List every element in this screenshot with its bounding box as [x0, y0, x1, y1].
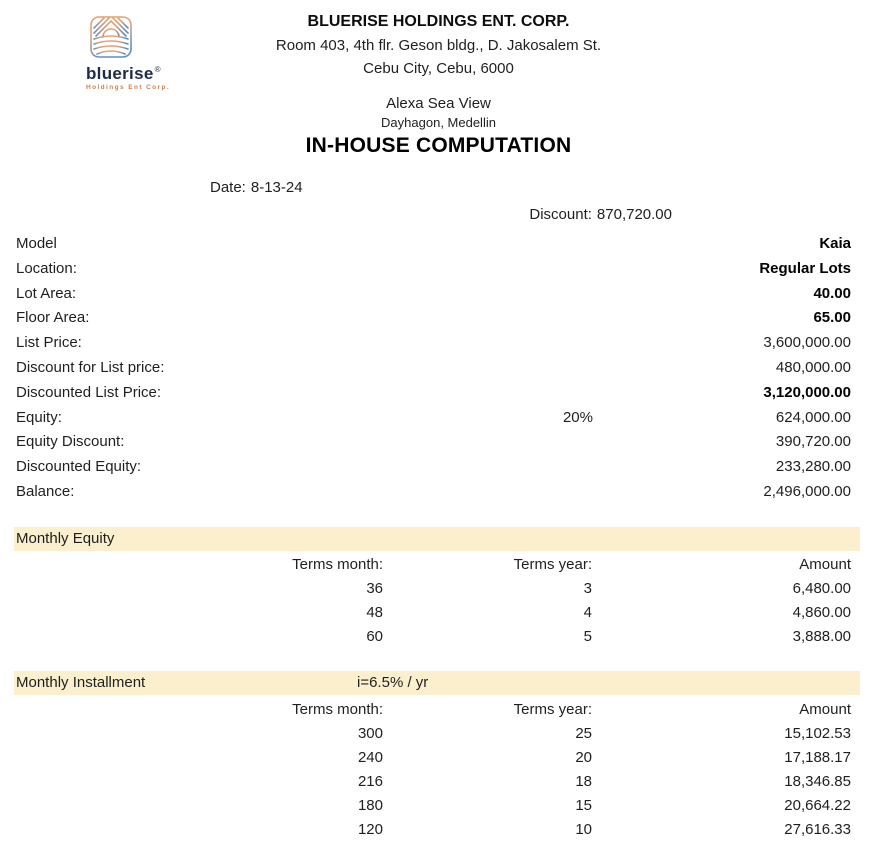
detail-row-floor-area: [0, 306, 877, 331]
table-row: [0, 601, 877, 625]
detail-row-model: [0, 232, 877, 257]
date-line: [210, 177, 303, 199]
terms-month-cell: 48: [366, 604, 383, 621]
monthly-installment-table: [0, 698, 877, 842]
project-header: [0, 95, 877, 158]
detail-label: Discount for List price:: [16, 358, 165, 376]
detail-row-location: [0, 257, 877, 282]
detail-value: 233,280.00: [775, 458, 851, 476]
date-label: Date:: [210, 179, 246, 196]
terms-month-cell: 180: [357, 797, 383, 814]
logo-wordmark: bluerise®: [86, 64, 161, 83]
equity-percent: 20%: [562, 408, 593, 426]
detail-label: Lot Area:: [16, 284, 77, 302]
detail-label: List Price:: [16, 334, 82, 352]
amount-cell: 27,616.33: [784, 821, 851, 838]
terms-year-cell: 10: [575, 821, 592, 838]
terms-month-header: Terms month:: [292, 701, 383, 718]
table-row: [0, 770, 877, 794]
terms-year-header: Terms year:: [513, 701, 592, 718]
date-value: 8-13-24: [250, 179, 303, 196]
detail-value: 480,000.00: [775, 358, 851, 376]
amount-cell: 4,860.00: [792, 604, 851, 621]
monthly-equity-section-header: [14, 527, 860, 551]
discount-value: 870,720.00: [596, 206, 672, 223]
terms-year-header: Terms year:: [513, 556, 592, 573]
detail-row-equity-discount: [0, 430, 877, 455]
detail-row-list-price: [0, 331, 877, 356]
detail-value: 40.00: [813, 284, 851, 302]
monthly-equity-table: [0, 553, 877, 649]
detail-value: Regular Lots: [759, 259, 851, 277]
discount-label: Discount:: [529, 206, 592, 223]
terms-month-cell: 60: [366, 628, 383, 645]
detail-label: Location:: [16, 259, 77, 277]
detail-value: Kaia: [819, 235, 851, 252]
computation-details: [0, 232, 877, 505]
table-header-row: [0, 698, 877, 722]
detail-label: Discounted Equity:: [16, 458, 142, 476]
detail-row-discount-for-list-price: [0, 356, 877, 381]
monthly-equity-title: Monthly Equity: [16, 530, 115, 547]
table-row: [0, 818, 877, 842]
detail-label: Model: [16, 235, 57, 252]
detail-label: Floor Area:: [16, 309, 90, 327]
table-row: [0, 794, 877, 818]
amount-cell: 6,480.00: [792, 580, 851, 597]
terms-year-cell: 25: [575, 725, 592, 742]
registered-trademark-icon: ®: [154, 65, 161, 74]
detail-value: 3,600,000.00: [763, 334, 851, 352]
detail-value: 2,496,000.00: [763, 482, 851, 500]
amount-cell: 15,102.53: [784, 725, 851, 742]
company-name: BLUERISE HOLDINGS ENT. CORP.: [307, 13, 570, 30]
document-title: IN-HOUSE COMPUTATION: [305, 134, 572, 157]
monthly-installment-section-header: [14, 671, 860, 695]
detail-label: Equity:: [16, 408, 62, 426]
detail-value: 390,720.00: [775, 433, 851, 451]
detail-row-lot-area: [0, 282, 877, 307]
project-name: Alexa Sea View: [386, 95, 491, 112]
terms-year-cell: 3: [583, 580, 592, 597]
detail-value: 65.00: [813, 309, 851, 327]
terms-month-cell: 216: [357, 773, 383, 790]
amount-cell: 17,188.17: [784, 749, 851, 766]
table-row: [0, 577, 877, 601]
logo-tagline: Holdings Ent Corp.: [86, 84, 171, 91]
amount-header: Amount: [799, 701, 851, 718]
terms-year-cell: 4: [583, 604, 592, 621]
terms-month-cell: 300: [357, 725, 383, 742]
terms-month-cell: 120: [357, 821, 383, 838]
project-location: Dayhagon, Medellin: [381, 115, 496, 130]
terms-year-cell: 5: [583, 628, 592, 645]
amount-cell: 18,346.85: [784, 773, 851, 790]
detail-row-balance: [0, 480, 877, 505]
terms-year-cell: 18: [575, 773, 592, 790]
company-address-line1: Room 403, 4th flr. Geson bldg., D. Jakosalem St.: [275, 37, 602, 54]
table-header-row: [0, 553, 877, 577]
table-row: [0, 746, 877, 770]
detail-value: 624,000.00: [775, 408, 851, 426]
detail-label: Discounted List Price:: [16, 383, 162, 401]
detail-row-discounted-list-price: [0, 381, 877, 406]
terms-month-cell: 36: [366, 580, 383, 597]
terms-year-cell: 20: [575, 749, 592, 766]
detail-label: Equity Discount:: [16, 433, 125, 451]
amount-header: Amount: [799, 556, 851, 573]
monthly-installment-title: Monthly Installment: [16, 674, 146, 691]
table-row: [0, 722, 877, 746]
table-row: [0, 625, 877, 649]
amount-cell: 3,888.00: [792, 628, 851, 645]
terms-month-header: Terms month:: [292, 556, 383, 573]
company-address-line2: Cebu City, Cebu, 6000: [363, 60, 514, 77]
interest-rate-note: i=6.5% / yr: [357, 674, 429, 691]
detail-label: Balance:: [16, 482, 75, 500]
detail-row-discounted-equity: [0, 455, 877, 480]
detail-value: 3,120,000.00: [763, 383, 851, 401]
company-header: [0, 10, 877, 83]
terms-year-cell: 15: [575, 797, 592, 814]
terms-month-cell: 240: [357, 749, 383, 766]
detail-row-equity: [0, 406, 877, 431]
amount-cell: 20,664.22: [784, 797, 851, 814]
discount-line: [529, 204, 672, 226]
